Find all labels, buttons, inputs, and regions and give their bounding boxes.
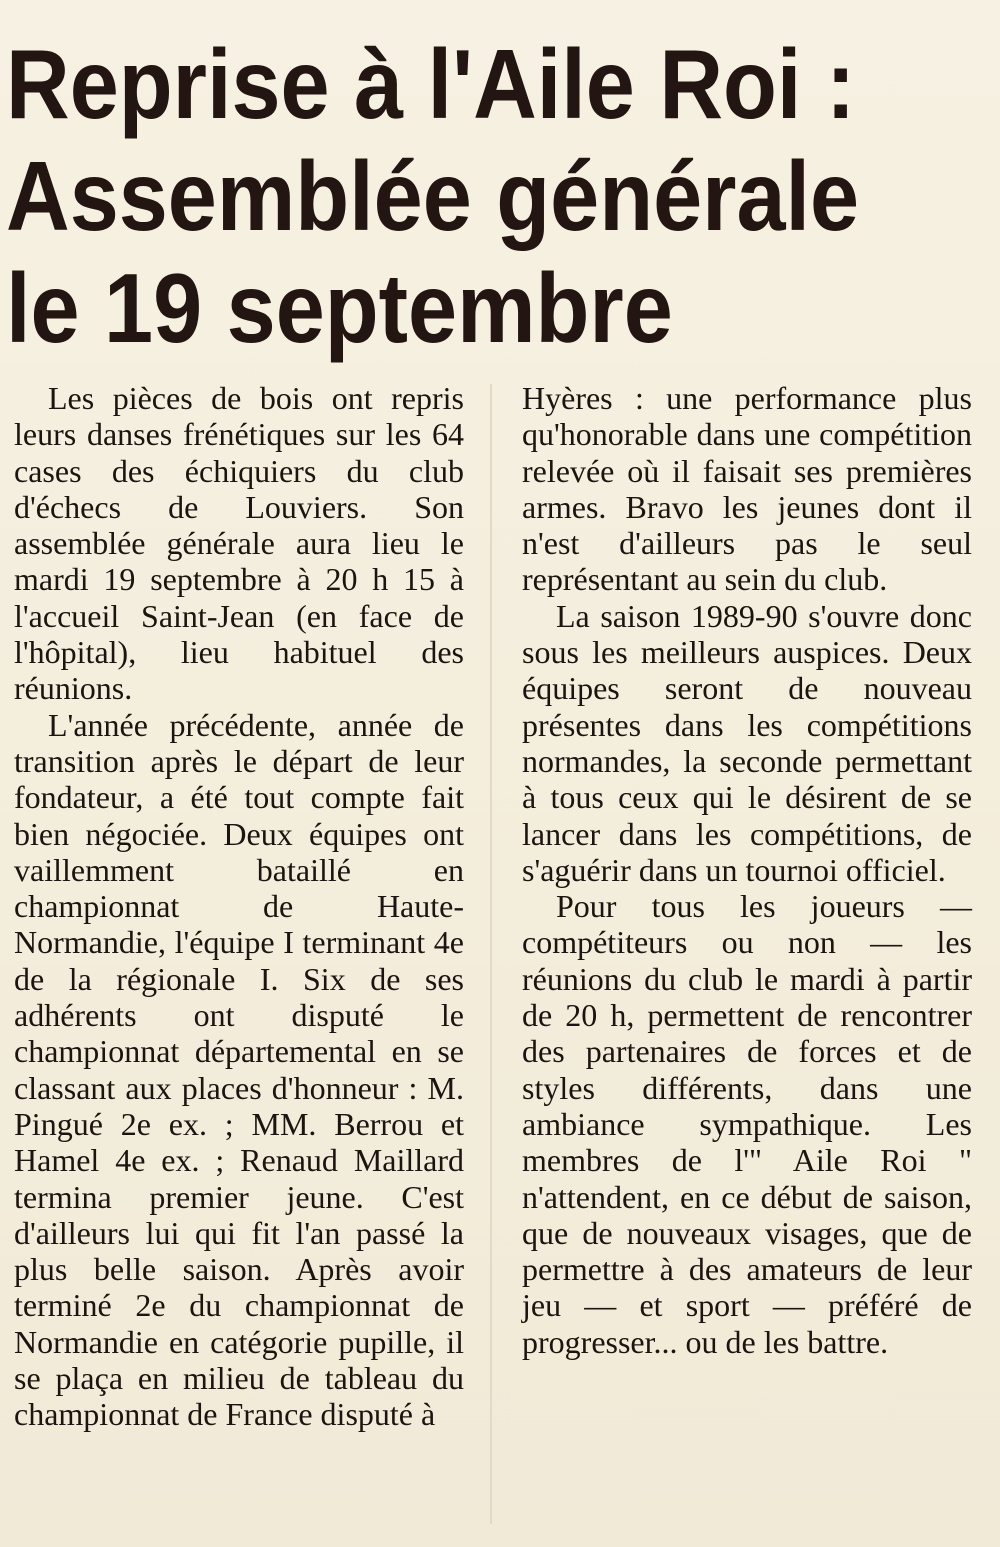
headline-line-1: Reprise à l'Aile Roi : bbox=[6, 29, 856, 139]
article-paragraph: Pour tous les joueurs — compétiteurs ou non — les réunions du club le mardi à partir de 20 h, permettent de rencontrer des partenaires de forces et de styles différents, dans une ambiance sympathique. Les membres de l'" Aile Roi " n'attendent, en ce début de saison, que de nouveaux visages, que de permettre à des amateurs de leur jeu — et sport — préféré de progresser... ou de les battre. bbox=[522, 888, 972, 1360]
article-paragraph: La saison 1989-90 s'ouvre donc sous les meilleurs auspices. Deux équipes seront de nouveau présentes dans les compétitions normandes, la seconde permettant à tous ceux qui le désirent de se lancer dans les compétitions, de s'aguérir dans un tournoi officiel. bbox=[522, 597, 972, 888]
article-column-right bbox=[522, 380, 972, 1360]
headline-line-2: Assemblée générale bbox=[6, 141, 860, 251]
headline bbox=[6, 28, 897, 364]
column-divider bbox=[490, 384, 492, 1524]
article-paragraph-continued: Hyères : une performance plus qu'honorable dans une compétition relevée où il faisait ses premières armes. Bravo les jeunes dont il n'est d'ailleurs pas le seul représentant au sein du club. bbox=[522, 380, 972, 598]
article-paragraph: Les pièces de bois ont repris leurs danses frénétiques sur les 64 cases des échiquiers du club d'échecs de Louviers. Son assemblée générale aura lieu le mardi 19 septembre à 20 h 15 à l'accueil Saint-Jean (en face de l'hôpital), lieu habituel des réunions. bbox=[14, 380, 464, 707]
article-paragraph: L'année précédente, année de transition après le départ de leur fondateur, a été tout compte fait bien négociée. Deux équipes ont vaillemment bataillé en championnat de Haute-Normandie, l'équipe I terminant 4e de la régionale I. Six de ses adhérents ont disputé le championnat départemental en se classant aux places d'honneur : M. Pingué 2e ex. ; MM. Berrou et Hamel 4e ex. ; Renaud Maillard termina premier jeune. C'est d'ailleurs lui qui fit l'an passé la plus belle saison. Après avoir terminé 2e du championnat de Normandie en catégorie pupille, il se plaça en milieu de tableau du championnat de France disputé à bbox=[14, 706, 464, 1433]
article-column-left bbox=[14, 380, 464, 1433]
headline-line-3: le 19 septembre bbox=[6, 253, 673, 363]
